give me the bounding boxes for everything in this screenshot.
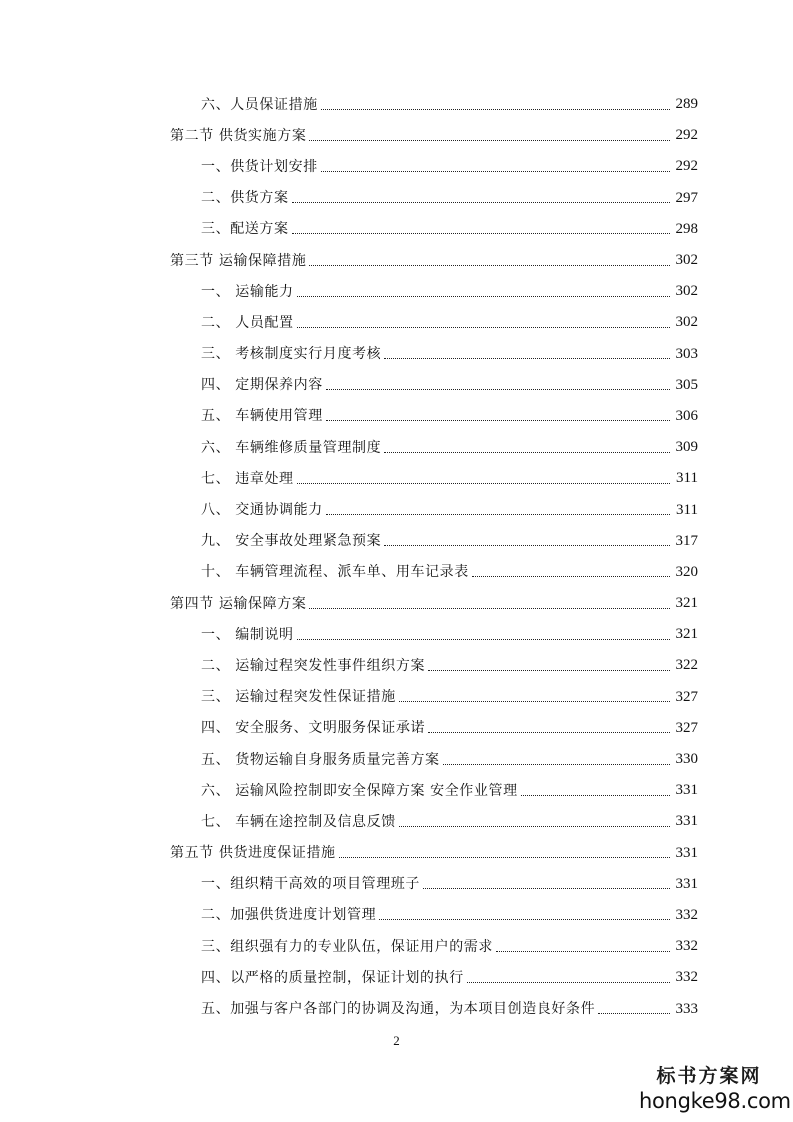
toc-entry-page: 331 [675, 844, 698, 861]
toc-subsection-row[interactable] [0, 526, 793, 557]
toc-entry-page: 302 [675, 252, 698, 269]
toc-entry-label: 一、供货计划安排 [201, 158, 318, 175]
toc-entry-page: 330 [675, 751, 698, 768]
toc-entry-label: 三、 考核制度实行月度考核 [201, 346, 382, 363]
toc-entry-page: 331 [675, 875, 698, 892]
dot-leader [309, 264, 670, 266]
toc-entry-label: 第五节 供货进度保证措施 [170, 845, 336, 862]
toc-entry-label: 四、 安全服务、文明服务保证承诺 [201, 720, 426, 737]
dot-leader [384, 451, 670, 453]
toc-entry-page: 332 [675, 938, 698, 955]
dot-leader [326, 513, 670, 515]
dot-leader [297, 482, 670, 484]
toc-section-row[interactable] [0, 838, 793, 869]
table-of-contents [0, 89, 793, 1025]
toc-entry-label: 第二节 供货实施方案 [170, 127, 307, 144]
dot-leader [399, 700, 670, 702]
toc-entry-page: 297 [675, 189, 698, 206]
toc-subsection-row[interactable] [0, 401, 793, 432]
toc-entry-label: 一、 编制说明 [201, 626, 294, 643]
dot-leader [443, 763, 670, 765]
dot-leader [326, 419, 670, 421]
toc-entry-page: 311 [676, 470, 698, 487]
toc-entry-label: 四、以严格的质量控制，保证计划的执行 [201, 969, 464, 986]
toc-entry-label: 六、 车辆维修质量管理制度 [201, 439, 382, 456]
toc-subsection-row[interactable] [0, 962, 793, 993]
toc-entry-label: 六、人员保证措施 [201, 96, 318, 113]
toc-entry-page: 331 [675, 782, 698, 799]
toc-entry-page: 303 [675, 345, 698, 362]
site-watermark [639, 1064, 791, 1114]
toc-subsection-row[interactable] [0, 463, 793, 494]
toc-entry-page: 320 [675, 563, 698, 580]
toc-subsection-row[interactable] [0, 869, 793, 900]
toc-entry-page: 322 [675, 657, 698, 674]
dot-leader [309, 139, 670, 141]
toc-entry-label: 二、 人员配置 [201, 314, 294, 331]
toc-entry-label: 七、 违章处理 [201, 470, 294, 487]
dot-leader [321, 170, 670, 172]
dot-leader [326, 388, 670, 390]
dot-leader [423, 887, 670, 889]
toc-entry-page: 289 [675, 96, 698, 113]
toc-entry-page: 327 [675, 719, 698, 736]
toc-subsection-row[interactable] [0, 557, 793, 588]
toc-entry-page: 332 [675, 969, 698, 986]
toc-entry-page: 305 [675, 376, 698, 393]
watermark-site-name: 标书方案网 [656, 1065, 762, 1087]
dot-leader [496, 950, 670, 952]
dot-leader [467, 981, 670, 983]
toc-entry-page: 333 [675, 1000, 698, 1017]
toc-entry-page: 306 [675, 407, 698, 424]
toc-section-row[interactable] [0, 120, 793, 151]
dot-leader [297, 295, 670, 297]
toc-entry-label: 第四节 运输保障方案 [170, 595, 307, 612]
watermark-url: hongke98.com [639, 1089, 791, 1113]
dot-leader [399, 825, 670, 827]
toc-entry-label: 七、 车辆在途控制及信息反馈 [201, 813, 396, 830]
toc-entry-label: 九、 安全事故处理紧急预案 [201, 533, 382, 550]
toc-subsection-row[interactable] [0, 276, 793, 307]
toc-subsection-row[interactable] [0, 713, 793, 744]
toc-entry-label: 二、 运输过程突发性事件组织方案 [201, 657, 426, 674]
toc-entry-page: 309 [675, 439, 698, 456]
dot-leader [521, 794, 670, 796]
toc-entry-label: 五、 货物运输自身服务质量完善方案 [201, 751, 440, 768]
toc-entry-page: 292 [675, 127, 698, 144]
toc-subsection-row[interactable] [0, 993, 793, 1024]
dot-leader [384, 544, 670, 546]
toc-entry-page: 317 [675, 532, 698, 549]
dot-leader [379, 918, 670, 920]
toc-entry-label: 五、加强与客户各部门的协调及沟通，为本项目创造良好条件 [201, 1001, 596, 1018]
toc-subsection-row[interactable] [0, 214, 793, 245]
toc-subsection-row[interactable] [0, 931, 793, 962]
toc-entry-label: 三、 运输过程突发性保证措施 [201, 689, 396, 706]
toc-entry-page: 292 [675, 158, 698, 175]
toc-entry-label: 四、 定期保养内容 [201, 377, 323, 394]
toc-subsection-row[interactable] [0, 744, 793, 775]
dot-leader [472, 575, 670, 577]
toc-entry-page: 298 [675, 220, 698, 237]
toc-entry-label: 三、配送方案 [201, 221, 289, 238]
dot-leader [309, 607, 670, 609]
toc-entry-label: 八、 交通协调能力 [201, 502, 323, 519]
dot-leader [297, 326, 670, 328]
dot-leader [297, 638, 670, 640]
toc-subsection-row[interactable] [0, 650, 793, 681]
toc-entry-page: 321 [675, 595, 698, 612]
toc-subsection-row[interactable] [0, 775, 793, 806]
dot-leader [321, 108, 670, 110]
toc-entry-label: 二、加强供货进度计划管理 [201, 907, 377, 924]
toc-entry-label: 六、 运输风险控制即安全保障方案 安全作业管理 [201, 782, 518, 799]
toc-section-row[interactable] [0, 245, 793, 276]
toc-entry-label: 一、组织精干高效的项目管理班子 [201, 876, 420, 893]
page-number: 2 [393, 1033, 400, 1048]
toc-entry-label: 三、组织强有力的专业队伍，保证用户的需求 [201, 938, 493, 955]
dot-leader [428, 731, 670, 733]
toc-entry-page: 302 [675, 283, 698, 300]
toc-entry-page: 327 [675, 688, 698, 705]
toc-subsection-row[interactable] [0, 806, 793, 837]
toc-entry-page: 331 [675, 813, 698, 830]
toc-entry-page: 311 [676, 501, 698, 518]
dot-leader [598, 1012, 670, 1014]
toc-subsection-row[interactable] [0, 183, 793, 214]
toc-entry-label: 一、 运输能力 [201, 283, 294, 300]
dot-leader [292, 232, 670, 234]
dot-leader [384, 357, 670, 359]
toc-subsection-row[interactable] [0, 89, 793, 120]
toc-entry-label: 二、供货方案 [201, 190, 289, 207]
toc-subsection-row[interactable] [0, 339, 793, 370]
dot-leader [339, 856, 670, 858]
toc-section-row[interactable] [0, 588, 793, 619]
toc-subsection-row[interactable] [0, 619, 793, 650]
dot-leader [428, 669, 670, 671]
toc-subsection-row[interactable] [0, 494, 793, 525]
toc-entry-page: 332 [675, 906, 698, 923]
toc-subsection-row[interactable] [0, 370, 793, 401]
toc-subsection-row[interactable] [0, 432, 793, 463]
toc-entry-label: 五、 车辆使用管理 [201, 408, 323, 425]
toc-subsection-row[interactable] [0, 900, 793, 931]
toc-subsection-row[interactable] [0, 682, 793, 713]
toc-subsection-row[interactable] [0, 151, 793, 182]
toc-entry-label: 第三节 运输保障措施 [170, 252, 307, 269]
toc-entry-page: 321 [675, 626, 698, 643]
toc-subsection-row[interactable] [0, 307, 793, 338]
toc-entry-label: 十、 车辆管理流程、派车单、用车记录表 [201, 564, 469, 581]
dot-leader [292, 201, 670, 203]
toc-entry-page: 302 [675, 314, 698, 331]
